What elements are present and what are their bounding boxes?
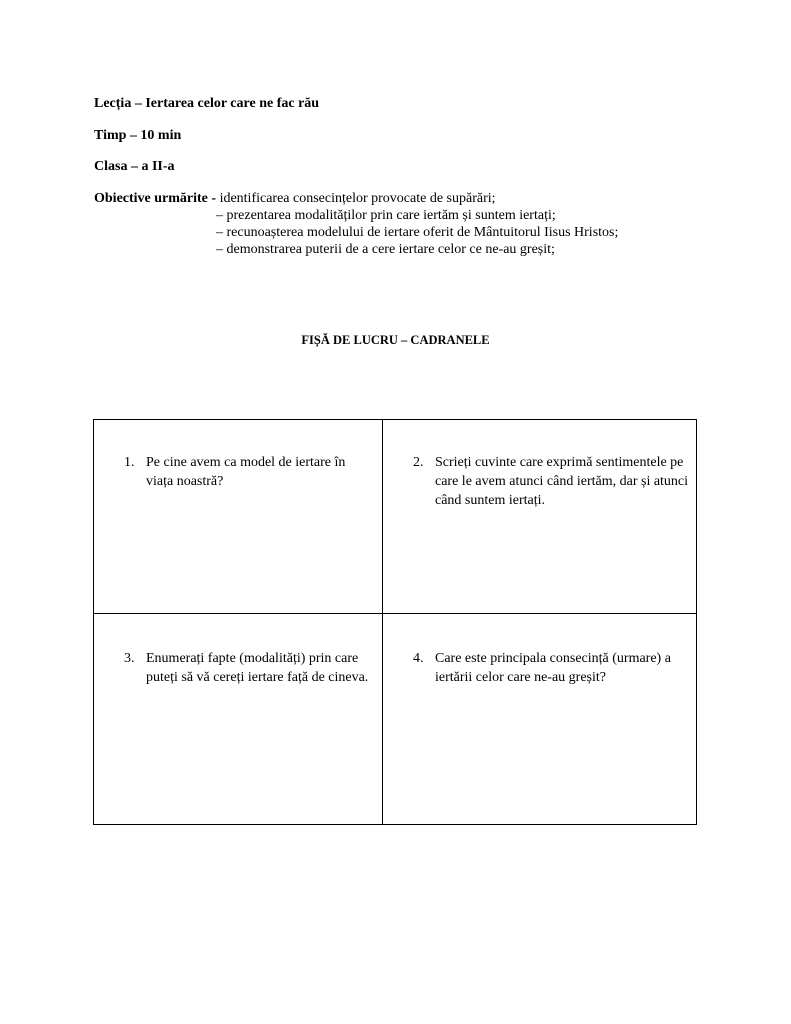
objective-item-1: – prezentarea modalităților prin care iertăm și suntem iertați; <box>216 208 556 223</box>
question-text: Pe cine avem ca model de iertare în viața noastră? <box>146 455 346 489</box>
objective-item-2: – recunoașterea modelului de iertare oferit de Mântuitorul Iisus Hristos; <box>216 225 619 240</box>
question-number: 1. <box>124 455 135 470</box>
question-text: Care este principala consecință (urmare) a iertării celor care ne-au greșit? <box>435 651 671 685</box>
lesson-title: Lecția – Iertarea celor care ne fac rău <box>94 96 320 111</box>
question-text: Enumerați fapte (modalități) prin care puteți să vă cereți iertare față de cineva. <box>146 651 369 685</box>
question-text: Scrieți cuvinte care exprimă sentimentele pe care le avem atunci când iertăm, dar și atunci când suntem iertați. <box>435 455 689 508</box>
grid-vertical-divider <box>382 420 383 824</box>
question-number: 4. <box>413 651 424 666</box>
grid-horizontal-divider <box>94 613 696 614</box>
question-number: 2. <box>413 455 424 470</box>
objective-item-0: identificarea consecințelor provocate de supărări; <box>219 191 496 206</box>
objective-item-3: – demonstrarea puterii de a cere iertare celor ce ne-au greșit; <box>216 242 555 257</box>
class-line: Clasa – a II-a <box>94 159 175 174</box>
time-line: Timp – 10 min <box>94 128 182 143</box>
quadrant-grid <box>93 419 697 825</box>
worksheet-title: FIȘĂ DE LUCRU – CADRANELE <box>301 333 490 347</box>
question-number: 3. <box>124 651 135 666</box>
objectives-line <box>94 190 496 207</box>
objectives-label: Obiective urmărite - <box>94 191 217 206</box>
